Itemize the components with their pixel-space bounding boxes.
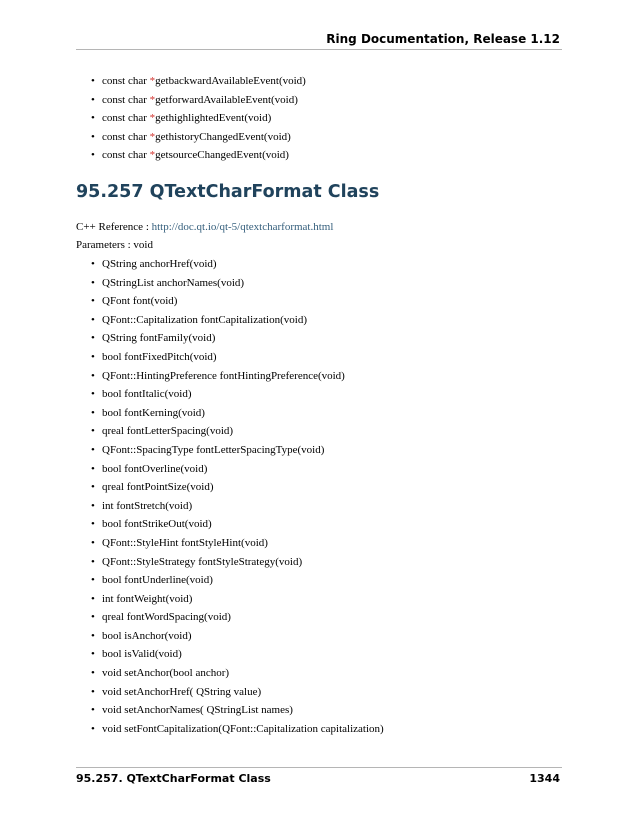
bullet-dot: • bbox=[91, 481, 95, 494]
bullet-dot: • bbox=[91, 629, 95, 642]
list-item bbox=[0, 553, 638, 572]
method-signature: bool fontFixedPitch(void) bbox=[102, 350, 217, 363]
method-list bbox=[0, 255, 638, 738]
list-item bbox=[0, 385, 638, 404]
list-item bbox=[0, 497, 638, 516]
bullet-dot: • bbox=[91, 258, 95, 270]
method-signature: QStringList anchorNames(void) bbox=[102, 276, 245, 289]
bullet-dot: • bbox=[91, 75, 95, 87]
method-signature: QFont::HintingPreference fontHintingPreference(void) bbox=[102, 369, 345, 382]
list-item bbox=[0, 664, 638, 683]
bullet-dot: • bbox=[91, 611, 95, 624]
list-item bbox=[0, 571, 638, 590]
bullet-dot: • bbox=[91, 313, 95, 326]
method-signature: bool fontKerning(void) bbox=[102, 406, 205, 419]
list-item bbox=[0, 460, 638, 479]
list-item bbox=[0, 441, 638, 460]
list-item bbox=[0, 701, 638, 720]
bullet-dot: • bbox=[91, 592, 95, 605]
bullet-dot: • bbox=[91, 648, 95, 661]
section-heading: 95.257 QTextCharFormat Class bbox=[76, 182, 380, 202]
bullet-dot: • bbox=[91, 667, 95, 680]
pointer-star: * bbox=[149, 149, 156, 162]
bullet-dot: • bbox=[91, 574, 95, 587]
method-signature: bool fontOverline(void) bbox=[102, 462, 208, 475]
list-item bbox=[0, 109, 638, 128]
bullet-dot: • bbox=[91, 462, 95, 475]
method-signature: qreal fontWordSpacing(void) bbox=[102, 611, 231, 624]
item-prefix: const char bbox=[102, 93, 150, 106]
method-signature: int fontStretch(void) bbox=[102, 499, 193, 512]
running-header: Ring Documentation, Release 1.12 bbox=[326, 32, 560, 46]
method-signature: bool isAnchor(void) bbox=[102, 629, 192, 642]
method-signature: QFont::StyleHint fontStyleHint(void) bbox=[102, 536, 268, 549]
reference-link[interactable]: http://doc.qt.io/qt-5/qtextcharformat.html bbox=[151, 221, 334, 233]
method-name: getsourceChangedEvent(void) bbox=[155, 149, 289, 162]
method-name: getbackwardAvailableEvent(void) bbox=[155, 75, 306, 87]
method-signature: void setAnchorHref( QString value) bbox=[102, 685, 262, 698]
method-signature: void setFontCapitalization(QFont::Capitalization capitalization) bbox=[102, 722, 384, 735]
item-prefix: const char bbox=[102, 149, 150, 162]
method-signature: int fontWeight(void) bbox=[102, 592, 193, 605]
item-prefix: const char bbox=[102, 112, 150, 125]
bullet-dot: • bbox=[91, 722, 95, 735]
method-signature: QFont::StyleStrategy fontStyleStrategy(void) bbox=[102, 555, 303, 568]
method-signature: QString anchorHref(void) bbox=[102, 258, 217, 270]
bullet-dot: • bbox=[91, 93, 95, 106]
bullet-dot: • bbox=[91, 130, 95, 143]
method-name: gethistoryChangedEvent(void) bbox=[155, 130, 291, 143]
list-item bbox=[0, 311, 638, 330]
list-item bbox=[0, 72, 638, 91]
list-item bbox=[0, 367, 638, 386]
intro-method-list bbox=[0, 72, 638, 165]
bullet-dot: • bbox=[91, 443, 95, 456]
method-signature: bool fontItalic(void) bbox=[102, 388, 192, 401]
bullet-dot: • bbox=[91, 149, 95, 162]
list-item bbox=[0, 292, 638, 311]
bullet-dot: • bbox=[91, 425, 95, 438]
list-item bbox=[0, 348, 638, 367]
list-item bbox=[0, 478, 638, 497]
parameters-line: Parameters : void bbox=[76, 239, 153, 251]
bullet-dot: • bbox=[91, 295, 95, 308]
list-item bbox=[0, 515, 638, 534]
method-signature: QFont::Capitalization fontCapitalization(void) bbox=[102, 313, 307, 326]
bullet-dot: • bbox=[91, 406, 95, 419]
list-item bbox=[0, 91, 638, 110]
bullet-dot: • bbox=[91, 388, 95, 401]
method-signature: qreal fontPointSize(void) bbox=[102, 481, 214, 494]
method-signature: qreal fontLetterSpacing(void) bbox=[102, 425, 234, 438]
item-prefix: const char bbox=[102, 75, 150, 87]
bullet-dot: • bbox=[91, 536, 95, 549]
bullet-dot: • bbox=[91, 369, 95, 382]
page-number: 1344 bbox=[529, 772, 560, 785]
list-item bbox=[0, 590, 638, 609]
method-signature: void setAnchorNames( QStringList names) bbox=[102, 704, 293, 717]
list-item bbox=[0, 146, 638, 165]
list-item bbox=[0, 274, 638, 293]
list-item bbox=[0, 534, 638, 553]
bullet-dot: • bbox=[91, 555, 95, 568]
bullet-dot: • bbox=[91, 276, 95, 289]
method-signature: QFont font(void) bbox=[102, 295, 178, 308]
reference-label: C++ Reference : bbox=[76, 221, 152, 233]
method-name: getforwardAvailableEvent(void) bbox=[155, 93, 298, 106]
method-name: gethighlightedEvent(void) bbox=[155, 112, 272, 125]
reference-line bbox=[76, 221, 333, 233]
list-item bbox=[0, 683, 638, 702]
list-item bbox=[0, 608, 638, 627]
list-item bbox=[0, 329, 638, 348]
pointer-star: * bbox=[149, 130, 156, 143]
method-signature: bool isValid(void) bbox=[102, 648, 182, 661]
bullet-dot: • bbox=[91, 112, 95, 125]
list-item bbox=[0, 627, 638, 646]
footer-rule bbox=[76, 767, 562, 768]
method-signature: bool fontUnderline(void) bbox=[102, 574, 213, 587]
method-signature: void setAnchor(bool anchor) bbox=[102, 667, 230, 680]
bullet-dot: • bbox=[91, 350, 95, 363]
list-item bbox=[0, 128, 638, 147]
bullet-dot: • bbox=[91, 704, 95, 717]
list-item bbox=[0, 645, 638, 664]
pointer-star: * bbox=[149, 93, 156, 106]
footer-section-title: 95.257. QTextCharFormat Class bbox=[76, 772, 271, 785]
bullet-dot: • bbox=[91, 499, 95, 512]
list-item bbox=[0, 404, 638, 423]
method-signature: QString fontFamily(void) bbox=[102, 332, 216, 345]
pointer-star: * bbox=[149, 75, 156, 87]
header-rule bbox=[76, 49, 562, 50]
list-item bbox=[0, 720, 638, 739]
item-prefix: const char bbox=[102, 130, 150, 143]
bullet-dot: • bbox=[91, 332, 95, 345]
bullet-dot: • bbox=[91, 685, 95, 698]
pointer-star: * bbox=[149, 112, 156, 125]
list-item bbox=[0, 255, 638, 274]
method-signature: bool fontStrikeOut(void) bbox=[102, 518, 212, 531]
method-signature: QFont::SpacingType fontLetterSpacingType(void) bbox=[102, 443, 325, 456]
bullet-dot: • bbox=[91, 518, 95, 531]
list-item bbox=[0, 422, 638, 441]
